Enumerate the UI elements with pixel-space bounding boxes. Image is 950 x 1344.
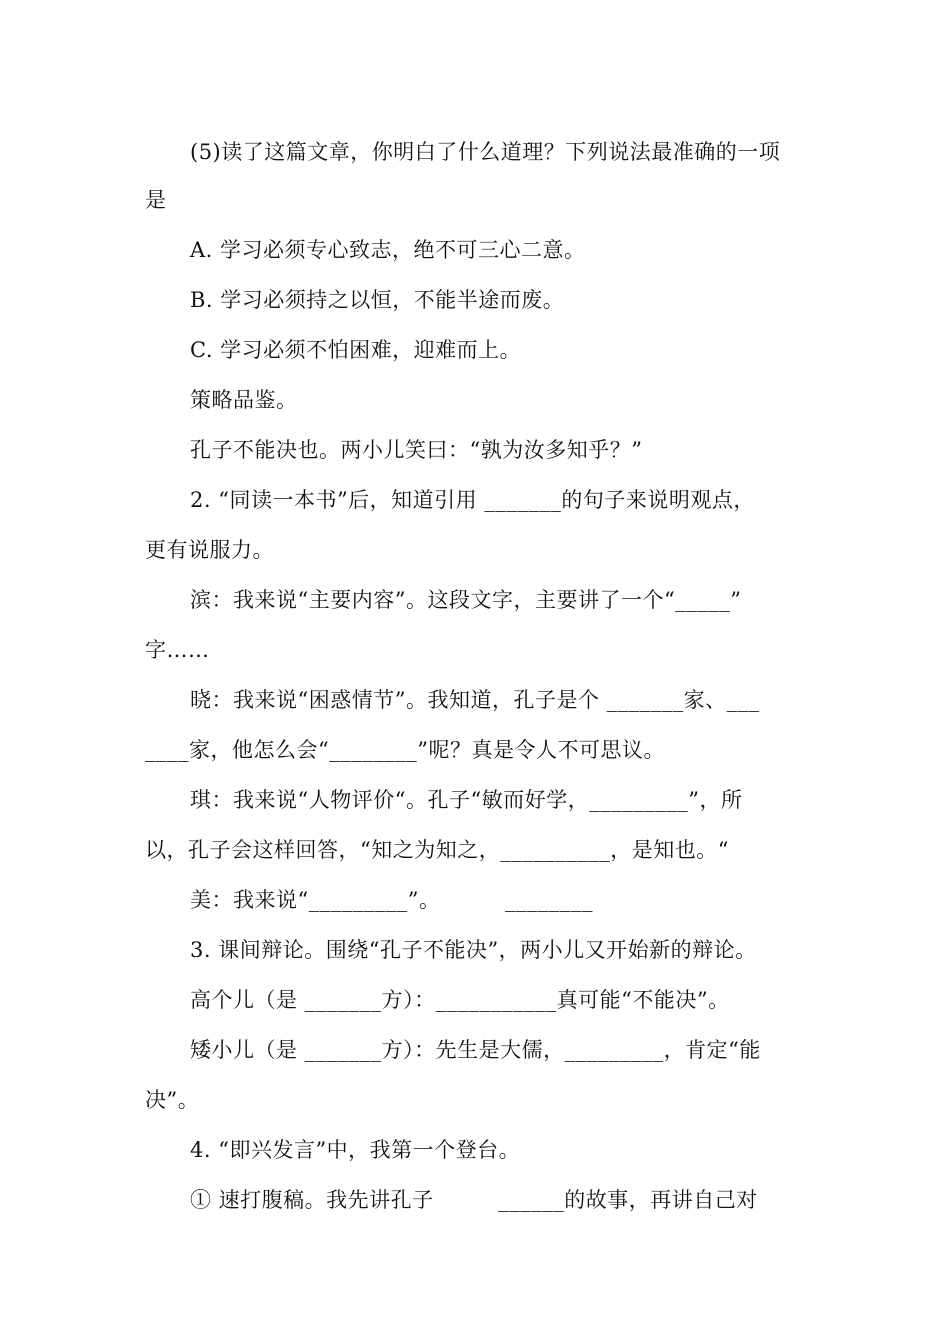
question-5-line-1: (5)读了这篇文章，你明白了什么道理？下列说法最准确的一项 (190, 140, 781, 164)
quote-line: 孔子不能决也。两小儿笑曰：“孰为汝多知乎？” (190, 438, 643, 462)
xiao-line-1: 晓：我来说“困惑情节”。我知道，孔子是个 _______家、___ (190, 688, 760, 712)
option-c: C. 学习必须不怕困难，迎难而上。 (190, 338, 522, 362)
mei-line: 美：我来说“_________”。 ________ (190, 888, 594, 912)
short-child-line-1: 矮小儿（是 _______方）：先生是大儒，_________，肯定“能 (190, 1038, 761, 1062)
section-heading: 策略品鉴。 (190, 388, 298, 412)
xiao-line-2: ____家，他怎么会“________”呢？真是令人不可思议。 (145, 738, 665, 762)
item-1-line: ① 速打腹稿。我先讲孔子 ______的故事，再讲自己对 (190, 1188, 758, 1212)
tall-child-line: 高个儿（是 _______方）：___________真可能“不能决”。 (190, 988, 730, 1012)
question-4-line: 4. “即兴发言”中，我第一个登台。 (190, 1138, 521, 1162)
option-b: B. 学习必须持之以恒，不能半途而废。 (190, 288, 565, 312)
question-2-line-1: 2. “同读一本书”后，知道引用 _______的句子来说明观点， (190, 488, 755, 512)
qi-line-1: 琪：我来说“人物评价“。孔子“敏而好学，_________”，所 (190, 788, 743, 812)
question-5-line-2: 是 (145, 188, 167, 212)
question-2-line-2: 更有说服力。 (145, 538, 274, 562)
short-child-line-2: 决”。 (145, 1088, 200, 1112)
question-3-line: 3. 课间辩论。围绕“孔子不能决”，两小儿又开始新的辩论。 (190, 938, 757, 962)
option-a: A. 学习必须专心致志，绝不可三心二意。 (190, 238, 586, 262)
qi-line-2: 以，孔子会这样回答，“知之为知之，__________，是知也。“ (145, 838, 729, 862)
bin-line-1: 滨：我来说“主要内容”。这段文字，主要讲了一个“_____” (190, 588, 742, 612)
bin-line-2: 字…… (145, 638, 210, 662)
